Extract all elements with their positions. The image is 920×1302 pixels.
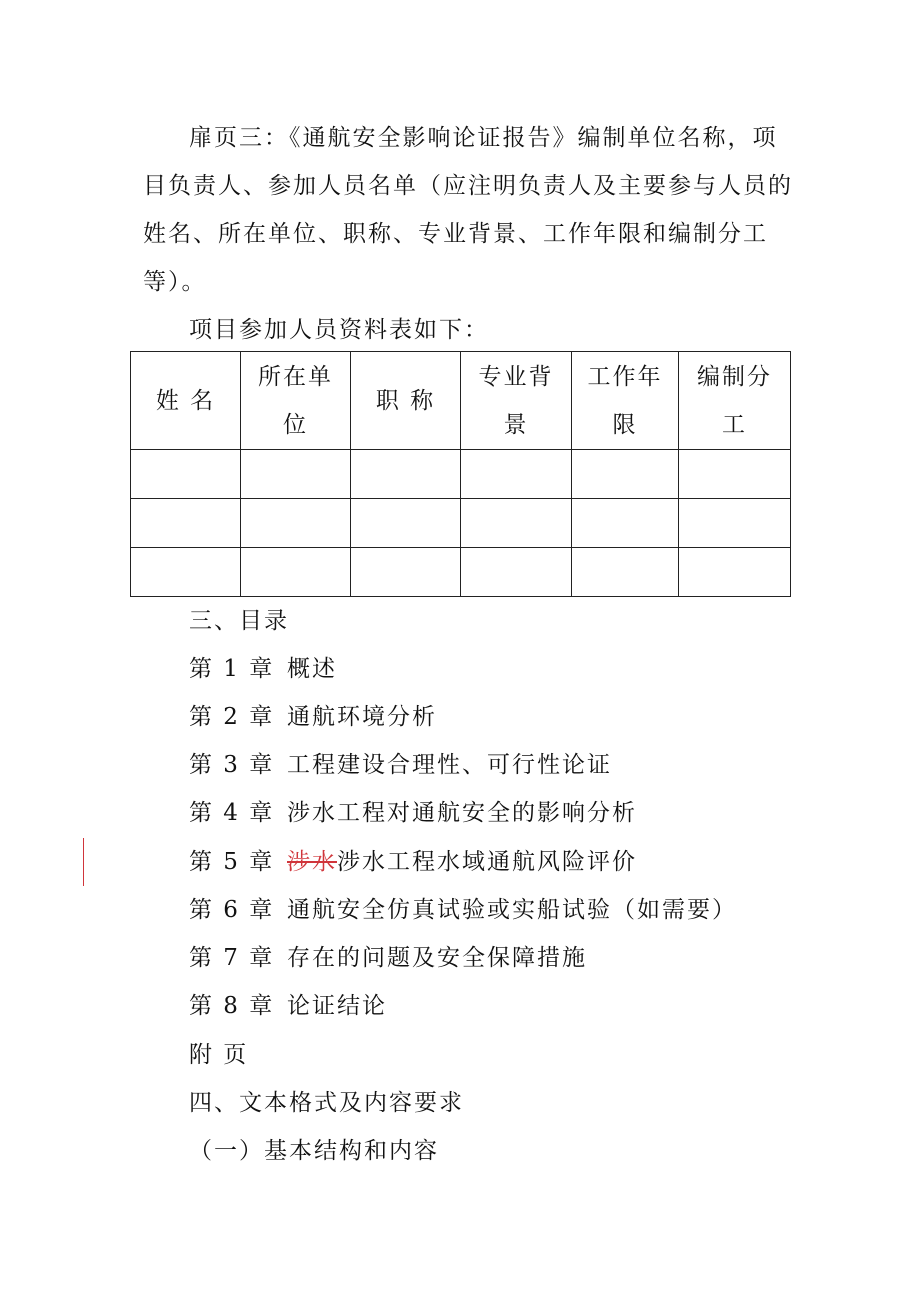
- chapter-title: 存在的问题及安全保障措施: [287, 945, 587, 971]
- toc-entry-1[interactable]: [189, 645, 337, 693]
- table-cell[interactable]: [461, 450, 572, 499]
- table-cell[interactable]: [572, 499, 679, 548]
- toc-entry-3[interactable]: [189, 741, 612, 789]
- table-cell[interactable]: [131, 499, 241, 548]
- header-background: 专业背景: [461, 352, 572, 450]
- table-header-row: [131, 352, 791, 450]
- toc-entry-8[interactable]: [189, 982, 387, 1030]
- table-cell[interactable]: [461, 499, 572, 548]
- header-years: 工作年限: [572, 352, 679, 450]
- subsection-heading-1: （一）基本结构和内容: [189, 1138, 439, 1164]
- chapter-number: 第 1 章: [189, 656, 275, 682]
- toc-entry-5[interactable]: [189, 838, 637, 886]
- chapter-title: 通航安全仿真试验或实船试验（如需要）: [287, 897, 737, 923]
- chapter-number: 第 2 章: [189, 704, 275, 730]
- table-cell[interactable]: [351, 548, 461, 597]
- revision-change-bar: [83, 838, 84, 886]
- table-cell[interactable]: [241, 499, 351, 548]
- table-cell[interactable]: [241, 548, 351, 597]
- chapter-number: 第 5 章: [189, 849, 275, 875]
- chapter-number: 第 6 章: [189, 897, 275, 923]
- table-row: [131, 499, 791, 548]
- chapter-title: 论证结论: [287, 993, 387, 1019]
- toc-entry-7[interactable]: [189, 934, 587, 982]
- chapter-title: 概述: [287, 656, 337, 682]
- appendix-entry[interactable]: 附 页: [189, 1042, 249, 1068]
- table-cell[interactable]: [679, 450, 791, 499]
- toc-entry-4[interactable]: [189, 789, 637, 837]
- chapter-title: 涉水工程水域通航风险评价: [337, 849, 637, 875]
- chapter-number: 第 7 章: [189, 945, 275, 971]
- chapter-number: 第 3 章: [189, 752, 275, 778]
- table-cell[interactable]: [572, 450, 679, 499]
- header-title: 职 称: [351, 352, 461, 450]
- toc-entry-2[interactable]: [189, 693, 437, 741]
- chapter-title: 涉水工程对通航安全的影响分析: [287, 800, 637, 826]
- table-cell[interactable]: [241, 450, 351, 499]
- toc-entry-6[interactable]: [189, 886, 737, 934]
- table-cell[interactable]: [679, 548, 791, 597]
- toc-heading: 三、目录: [189, 608, 289, 634]
- table-row: [131, 450, 791, 499]
- intro-paragraph: 扉页三：《通航安全影响论证报告》编制单位名称，项目负责人、参加人员名单（应注明负责人及主要参与人员的姓名、所在单位、职称、专业背景、工作年限和编制分工等）。: [143, 125, 793, 295]
- section-heading-4: 四、文本格式及内容要求: [189, 1090, 464, 1116]
- chapter-title: 通航环境分析: [287, 704, 437, 730]
- table-caption: 项目参加人员资料表如下：: [189, 317, 489, 343]
- chapter-number: 第 4 章: [189, 800, 275, 826]
- table-cell[interactable]: [351, 450, 461, 499]
- chapter-number: 第 8 章: [189, 993, 275, 1019]
- chapter-title: 工程建设合理性、可行性论证: [287, 752, 612, 778]
- table-cell[interactable]: [461, 548, 572, 597]
- staff-table: [130, 351, 791, 597]
- table-cell[interactable]: [131, 548, 241, 597]
- table-row: [131, 548, 791, 597]
- table-cell[interactable]: [572, 548, 679, 597]
- table-cell[interactable]: [351, 499, 461, 548]
- table-cell[interactable]: [131, 450, 241, 499]
- deleted-text: 涉水: [287, 849, 337, 875]
- header-unit: 所在单位: [241, 352, 351, 450]
- table-cell[interactable]: [679, 499, 791, 548]
- header-name: 姓 名: [131, 352, 241, 450]
- header-role: 编制分工: [679, 352, 791, 450]
